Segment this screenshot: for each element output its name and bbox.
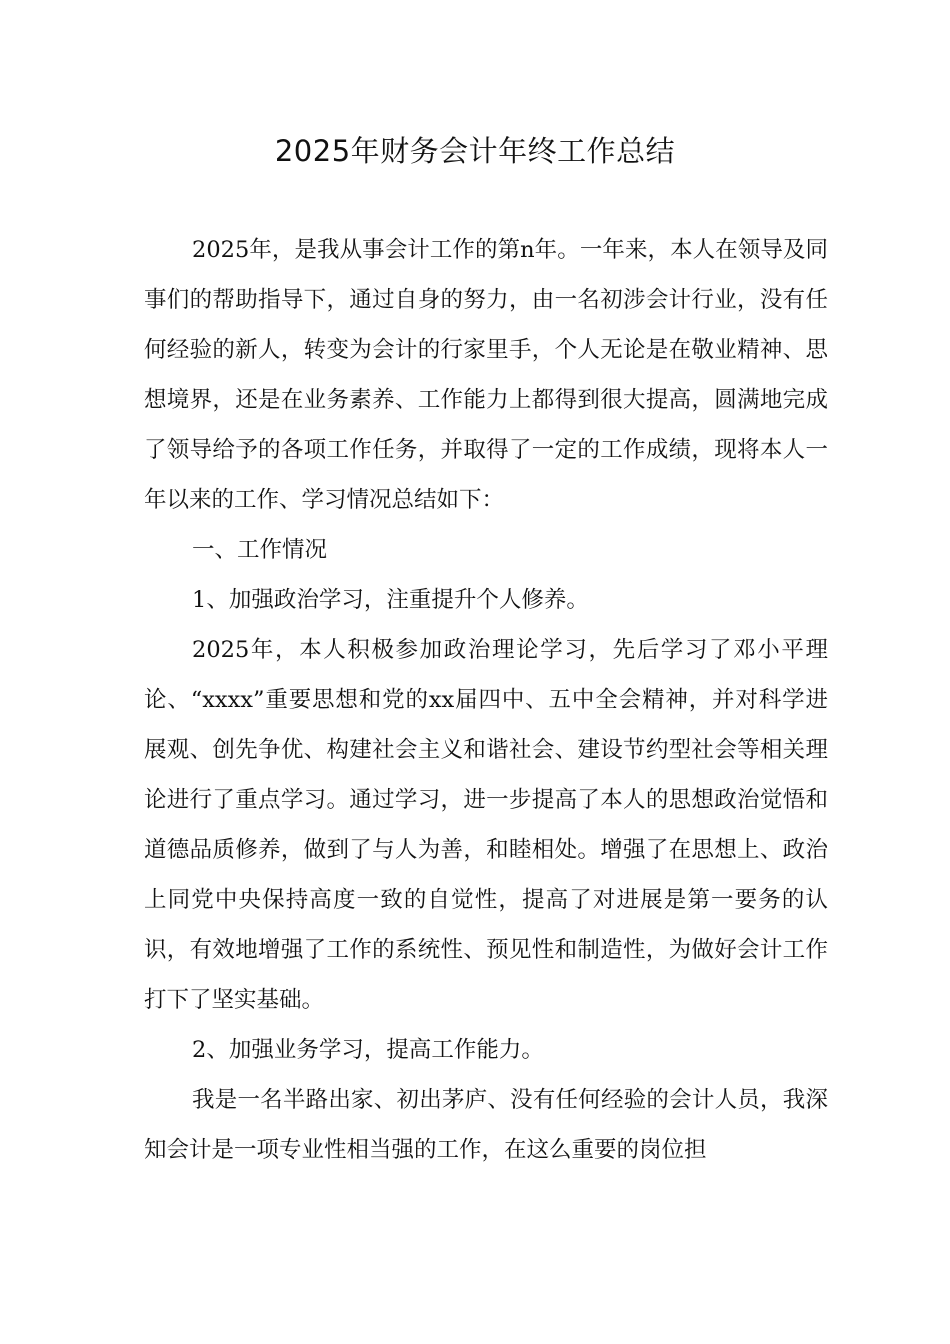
document-title: 2025年财务会计年终工作总结 [274, 134, 676, 168]
business-study-paragraph: 我是一名半路出家、初出茅庐、没有任何经验的会计人员，我深知会计是一项专业性相当强的工作，在这么重要的岗位担 [144, 1087, 828, 1163]
section-heading-work-situation: 一、工作情况 [192, 537, 328, 563]
subsection-heading-political-study: 1、加强政治学习，注重提升个人修养。 [192, 587, 589, 613]
political-study-paragraph: 2025年，本人积极参加政治理论学习，先后学习了邓小平理论、“xxxx”重要思想和党的xx届四中、五中全会精神，并对科学进展观、创先争优、构建社会主义和谐社会、建设节约型社会等相关理论进行了重点学习。通过学习，进一步提高了本人的思想政治觉悟和道德品质修养，做到了与人为善，和睦相处。增强了在思想上、政治上同党中央保持高度一致的自觉性，提高了对进展是第一要务的认识，有效地增强了工作的系统性、预见性和制造性，为做好会计工作打下了坚实基础。 [144, 637, 828, 1013]
subsection-heading-business-study: 2、加强业务学习，提高工作能力。 [192, 1037, 544, 1063]
intro-paragraph: 2025年，是我从事会计工作的第n年。一年来，本人在领导及同事们的帮助指导下，通过自身的努力，由一名初涉会计行业，没有任何经验的新人，转变为会计的行家里手，个人无论是在敬业精神、思想境界，还是在业务素养、工作能力上都得到很大提高，圆满地完成了领导给予的各项工作任务，并取得了一定的工作成绩，现将本人一年以来的工作、学习情况总结如下： [144, 237, 828, 513]
document-body [144, 225, 828, 1175]
